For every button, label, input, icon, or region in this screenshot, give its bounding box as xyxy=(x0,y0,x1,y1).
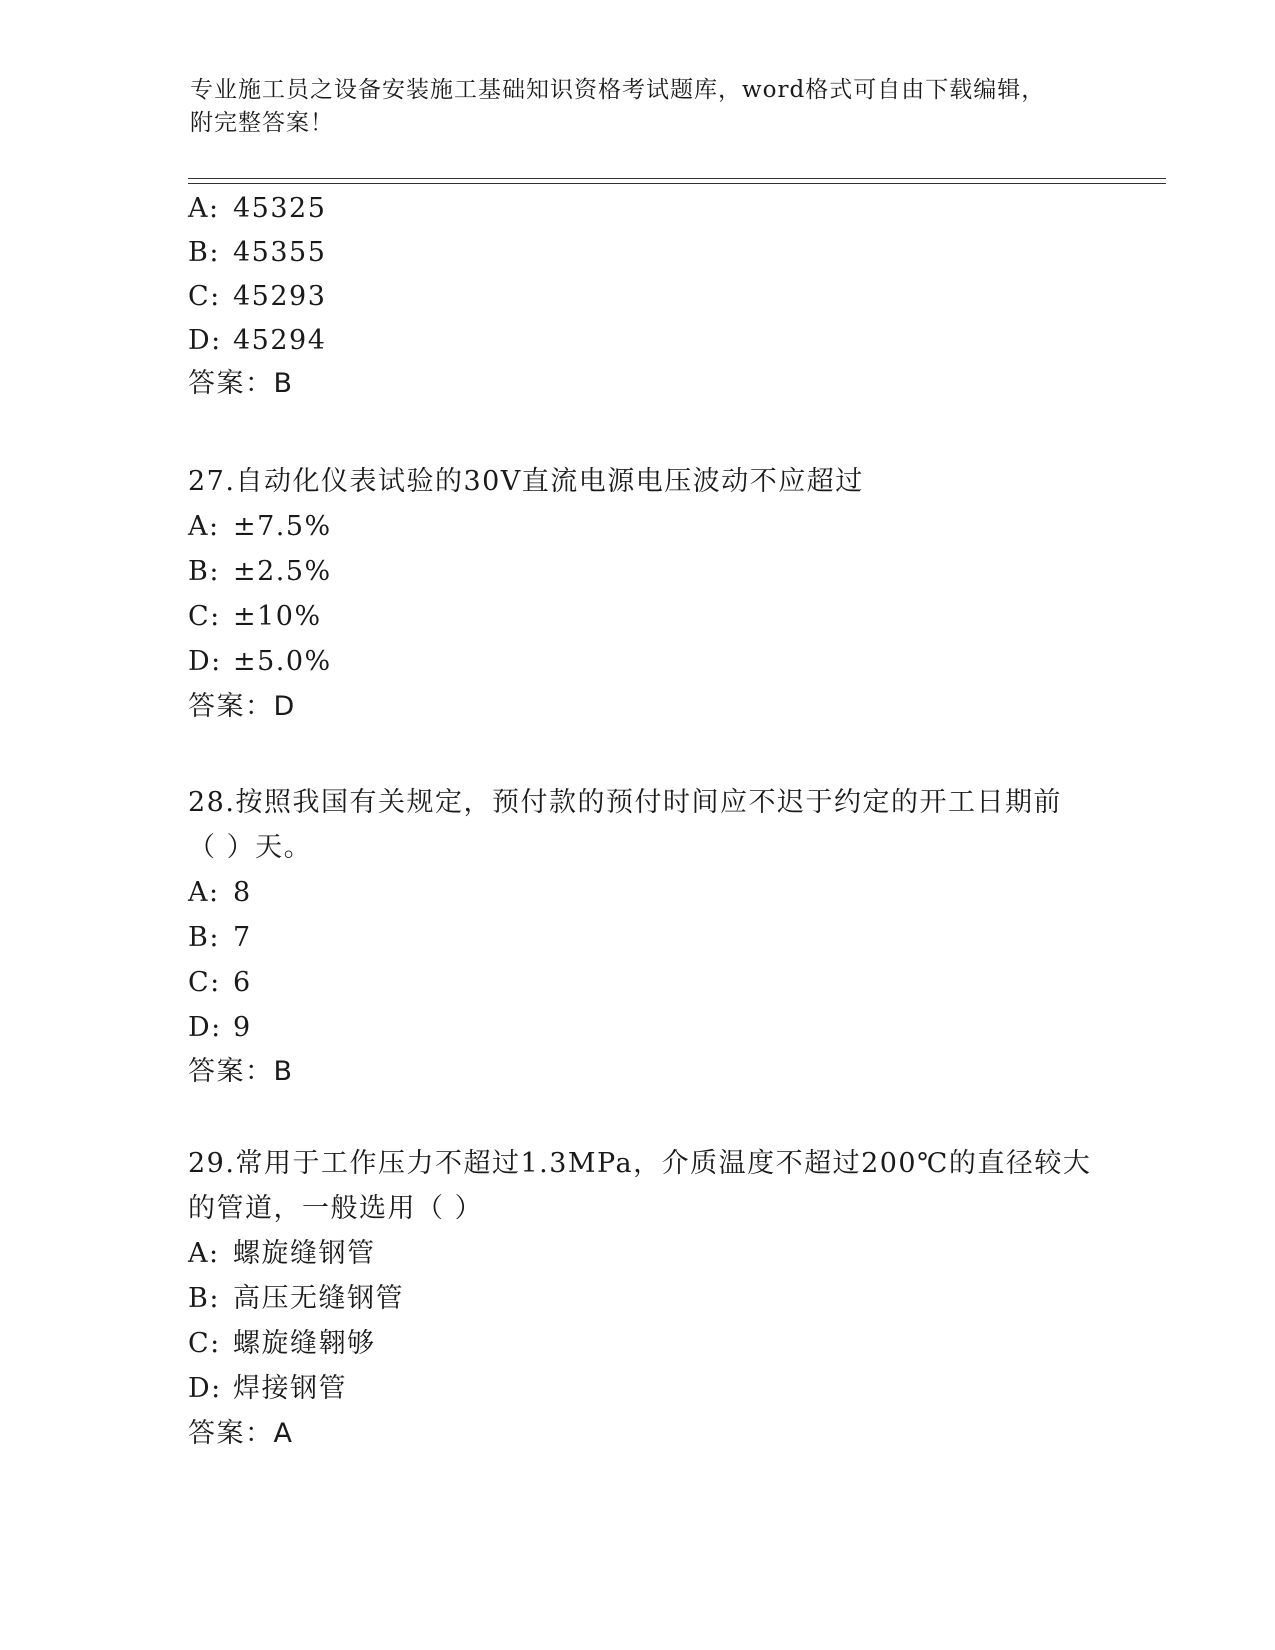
option-text: 8 xyxy=(233,877,252,908)
header-divider-top xyxy=(188,178,1166,179)
option-letter: D: xyxy=(188,325,222,356)
option-letter: C: xyxy=(188,601,221,632)
q27-option-c xyxy=(188,600,322,634)
q28-question-line-2: （ ）天。 xyxy=(188,832,313,863)
option-letter: A: xyxy=(188,193,220,224)
option-text: 6 xyxy=(233,967,252,998)
q27-option-a xyxy=(188,510,332,544)
q26-answer: 答案：B xyxy=(188,368,294,399)
option-letter: C: xyxy=(188,967,221,998)
q28-option-b xyxy=(188,921,252,955)
document-header xyxy=(190,74,1090,140)
option-text: 高压无缝钢管 xyxy=(233,1283,404,1314)
q27-question: 27.自动化仪表试验的30V直流电源电压波动不应超过 xyxy=(188,466,864,497)
option-text: ±5.0% xyxy=(233,646,332,677)
q26-option-d xyxy=(188,324,326,358)
option-letter: D: xyxy=(188,1012,222,1043)
option-text: ±10% xyxy=(233,601,322,632)
option-text: 螺旋缝钢管 xyxy=(233,1238,376,1269)
q28-option-c xyxy=(188,966,252,1000)
q29-option-a xyxy=(188,1237,376,1271)
q29-question-line-2: 的管道，一般选用（ ） xyxy=(188,1193,484,1224)
q29-option-d xyxy=(188,1372,347,1406)
option-letter: A: xyxy=(188,1238,220,1269)
q27-option-d xyxy=(188,645,332,679)
header-line-1: 专业施工员之设备安装施工基础知识资格考试题库，word格式可自由下载编辑， xyxy=(190,77,1046,103)
option-letter: B: xyxy=(188,237,220,268)
option-letter: D: xyxy=(188,646,222,677)
q28-option-d xyxy=(188,1011,252,1045)
option-text: 焊接钢管 xyxy=(233,1373,347,1404)
q27-answer: 答案：D xyxy=(188,691,296,722)
header-divider-bottom xyxy=(188,183,1166,184)
q29-answer: 答案：A xyxy=(188,1418,294,1449)
option-letter: A: xyxy=(188,511,220,542)
option-text: ±2.5% xyxy=(233,556,332,587)
q29-question-line-1: 29.常用于工作压力不超过1.3MPa，介质温度不超过200℃的直径较大 xyxy=(188,1148,1092,1179)
option-letter: B: xyxy=(188,1283,220,1314)
q29-option-b xyxy=(188,1282,404,1316)
option-text: 45293 xyxy=(233,281,327,312)
option-text: 45294 xyxy=(233,325,327,356)
q28-option-a xyxy=(188,876,252,910)
q26-option-c xyxy=(188,280,326,314)
option-text: 9 xyxy=(233,1012,252,1043)
q27-option-b xyxy=(188,555,332,589)
option-text: 45355 xyxy=(233,237,327,268)
q28-question-line-1: 28.按照我国有关规定，预付款的预付时间应不迟于约定的开工日期前 xyxy=(188,787,1062,818)
option-letter: C: xyxy=(188,1328,221,1359)
option-text: 7 xyxy=(233,922,252,953)
option-letter: D: xyxy=(188,1373,222,1404)
option-letter: B: xyxy=(188,556,220,587)
option-letter: A: xyxy=(188,877,220,908)
option-letter: B: xyxy=(188,922,220,953)
header-line-2: 附完整答案！ xyxy=(190,110,334,136)
option-text: 45325 xyxy=(233,193,327,224)
option-letter: C: xyxy=(188,281,221,312)
q29-option-c xyxy=(188,1327,376,1361)
option-text: 螺旋缝翱够 xyxy=(233,1328,376,1359)
option-text: ±7.5% xyxy=(233,511,332,542)
q26-option-a xyxy=(188,192,326,226)
q28-answer: 答案：B xyxy=(188,1056,294,1087)
q26-option-b xyxy=(188,236,326,270)
